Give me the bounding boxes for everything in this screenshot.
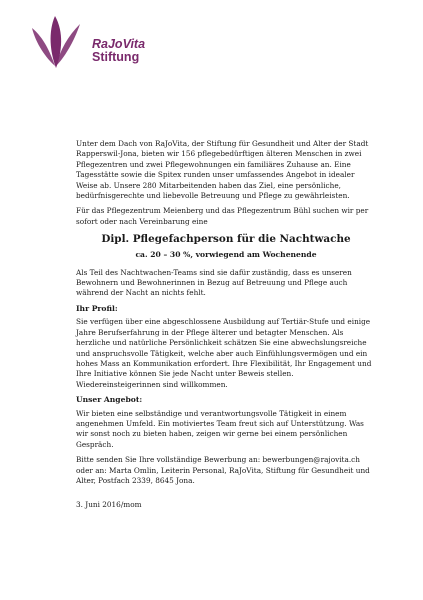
profile-heading: Ihr Profil: — [76, 303, 118, 313]
search-intro-paragraph: Für das Pflegezentrum Meienberg und das Pflegezentrum Bühl suchen wir per sofort oder nach Vereinbarung eine — [76, 206, 369, 226]
brand-line1: RaJoVita — [92, 37, 146, 51]
offer-heading: Unser Angebot: — [76, 395, 143, 405]
team-paragraph: Als Teil des Nachtwachen-Teams sind sie dafür zuständig, dass es unseren Bewohnern und Bewohnerinnen in Bezug auf Betreuung und Pflege auch während der Nacht an nichts fehlt. — [76, 267, 352, 298]
application-paragraph: Bitte senden Sie Ihre vollständige Bewerbung an: bewerbungen@rajovita.ch oder an: Marta Omlin, Leiterin Personal, RaJoVita, Stiftung für Gesundheit und Alter, Postfach 2339, 8645 Jona. — [76, 455, 370, 485]
document-date: 3. Juni 2016/mom — [76, 500, 142, 510]
job-posting — [76, 139, 376, 516]
tulip-logo-icon — [28, 14, 84, 76]
intro-paragraph: Unter dem Dach von RaJoVita, der Stiftung für Gesundheit und Alter der Stadt Rapperswil-Jona, bieten wir 156 pflegebedürftigen älteren Menschen in zwei Pflegezentren und zwei Pflegewohnungen ein familiäres Zuhause an. Eine Tagesstätte sowie die Spitex runden unser umfassendes Angebot in idealer Weise ab. Unsere 280 Mitarbeitenden haben das Ziel, eine persönliche, bedürfnisgerechte und liebevolle Betreuung und Pflege zu gewährleisten. — [76, 139, 369, 201]
profile-paragraph: Sie verfügen über eine abgeschlossene Ausbildung auf Tertiär-Stufe und einige Jahre Berufserfahrung in der Pflege älterer und betagter Menschen. Als herzliche und natürliche Persönlichkeit schätzen Sie eine abwechslungsreiche und anspruchsvolle Tätigkeit, welche aber auch Einfühlungsvermögen und ein hohes Mass an Kommunikation erfordert. Ihre Flexibilität, Ihr Engagement und Ihre Initiative können Sie jede Nacht unter Beweis stellen. Wiedereinsteigerinnen sind willkommen. — [76, 317, 372, 389]
job-title: Dipl. Pflegefachperson für die Nachtwache — [101, 233, 351, 246]
brand-name — [92, 38, 145, 64]
offer-paragraph: Wir bieten eine selbständige und verantwortungsvolle Tätigkeit in einem angenehmen Umfeld. Ein motiviertes Team freut sich auf Unterstützung. Was wir sonst noch zu bieten haben, zeigen wir gerne bei einem persönlichen Gespräch. — [76, 408, 364, 449]
rajovita-logo — [28, 14, 158, 76]
job-subtitle: ca. 20 – 30 %, vorwiegend am Wochenende — [135, 250, 317, 260]
brand-line2: Stiftung — [92, 50, 140, 64]
